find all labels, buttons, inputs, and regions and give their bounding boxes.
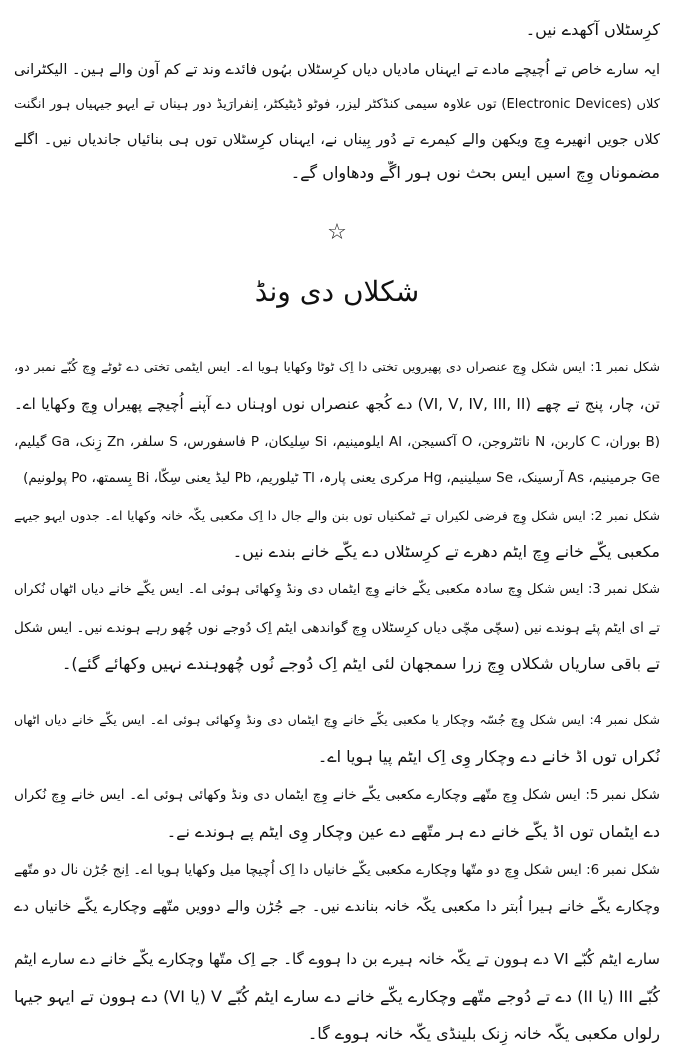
body-line: کُبّے III (یا II) دے تے دُوجے متّھے وچکارے یکّے خانے دے سارے ایٹم کُبّے V (یا VI) دے ہوون تے ایہو جیہا [14,987,660,1006]
body-line: (B بوران، C کاربن، N نائٹروجن، O آکسیجن، Al ایلومینیم، Si سِلیکان، P فاسفورس، S سلفر، Zn زِنک، Ga گیلیم، [14,434,660,450]
body-line: نُکراں توں اڈ خانے دے وچکار وِی اِک ایٹم پیا ہویا اے۔ [317,747,660,766]
body-line: شکل نمبر 2: ایس شکل وِچ فرضی لکیراں تے ٹمکنیاں توں بنن والے جال دا اِک مکعبی یکّہ خانہ وکھایا اے۔ جدوں ایہو جیہے [14,508,660,523]
body-line: Ge جرمینیم، As آرسینک، Se سیلینیم، Hg مرکری یعنی پارہ، Tl ٹیلوریم، Pb لیڈ یعنی سِکّا، Bi بِسمتھ، Po پولونیم) [23,470,660,486]
body-line: سارے ایٹم کُبّے VI دے ہوون تے یکّہ خانہ ہیرے بن دا ہووے گا۔ جے اِک متّھا وچکارے یکّے خانے دے سارے ایٹم [14,950,660,968]
intro-line: کلاں (Electronic Devices) توں علاوہ سیمی کنڈکٹر لیزر، فوٹو ڈیٹیکٹر، اِنفرارَیڈ دور ہیناں تے ایہو جیہیاں ہور انگنت [14,97,660,112]
body-line: رلواں مکعبی یکّہ خانہ زِنک بلینڈی یکّہ خانہ ہووے گا۔ [307,1024,660,1043]
intro-line: کلاں جویں انھیرے وِچ ویکھن والے کیمرے تے دُور بِیناں نے، ایہناں کرِسٹلاں توں ہی بنائیاں جاندیاں نیں۔ اگلے [14,132,660,148]
intro-line: ایہ سارے خاص تے اُچیچے مادے تے ایہناں مادیاں دیاں کرِسٹلاں بہُوں فائدے وند تے کم آون والے ہین۔ الیکٹرانی [14,62,660,78]
document-page [14,0,660,1061]
body-line: شکل نمبر 3: ایس شکل وِچ سادہ مکعبی یکّے خانے وِچ ایٹماں دی ونڈ وِکھائی ہوئی اے۔ ایس یکّے خانے دیاں اٹھاں نُکراں [14,582,660,597]
body-line: شکل نمبر 1: ایس شکل وِچ عنصراں دی پھیرویں تختی دا اِک ٹوٹا وکھایا ہویا اے۔ ایس ایٹمی تختی دے ٹوٹے وِچ کُبّے نمبر دو، [14,359,660,374]
intro-line: کرِسٹلاں آکھدے نیں۔ [525,20,660,39]
body-line: دے ایٹماں توں اڈ یکّے خانے دے ہر متّھے دے عین وچکار وِی ایٹم پے ہوندے نے۔ [166,822,660,841]
section-heading: شکلاں دی ونڈ [254,275,420,308]
body-line: تے باقی ساریاں شکلاں وِچ زرا سمجھان لئی ایٹم اِک دُوجے نُوں چُھوہندے نہیں وکھائے گئے)۔ [62,654,660,673]
body-line: تے ای ایٹم پئے ہوندے نیں (سچّی مچّی دیاں کرِسٹلاں وِچ گواندھی ایٹم اِک دُوجے نوں چُھو رہے ہوندے نیں۔ ایس شکل [14,620,660,636]
body-line: شکل نمبر 4: ایس شکل وِچ جُسّہ وچکار یا مکعبی یکّے خانے وِچ ایٹماں دی ونڈ وِکھائی ہوئی اے۔ ایس یکّے خانے دیاں اٹھاں [14,712,660,727]
body-line: مکعبی یکّے خانے وِچ ایٹم دھرے تے کرِسٹلاں دے یکّے خانے بندے نیں۔ [232,542,660,561]
intro-line: مضموناں وِچ اسیں ایس بحث نوں ہور اگّے ودھاواں گے۔ [290,163,660,182]
body-line: شکل نمبر 6: ایس شکل وِچ دو متّھا وچکارے مکعبی یکّے خانیاں دا اِک اُچیچا میل وکھایا ہویا اے۔ اِنج جُڑن نال دو متّھے [14,862,660,878]
body-line: وچکارے یکّے خانے ہیرا اُبتر دا مکعبی یکّہ خانہ بناندے نیں۔ جے جُڑن والے دوویں متّھے وچکارے یکّے خانیاں دے [14,899,660,915]
body-line: شکل نمبر 5: ایس شکل وِچ متّھے وچکارے مکعبی یکّے خانے وِچ ایٹماں دی ونڈ وکھائی ہوئی اے۔ ایس خانے وِچ نُکراں [14,787,660,803]
star-separator-icon: ☆ [327,220,347,245]
body-line: تن، چار، پنج تے چھے (VI, V, IV, III, II) دے کُجھ عنصراں نوں اوہناں دے آپنے اُچیچے پھیراں وِچ وکھایا اے۔ [14,395,660,413]
